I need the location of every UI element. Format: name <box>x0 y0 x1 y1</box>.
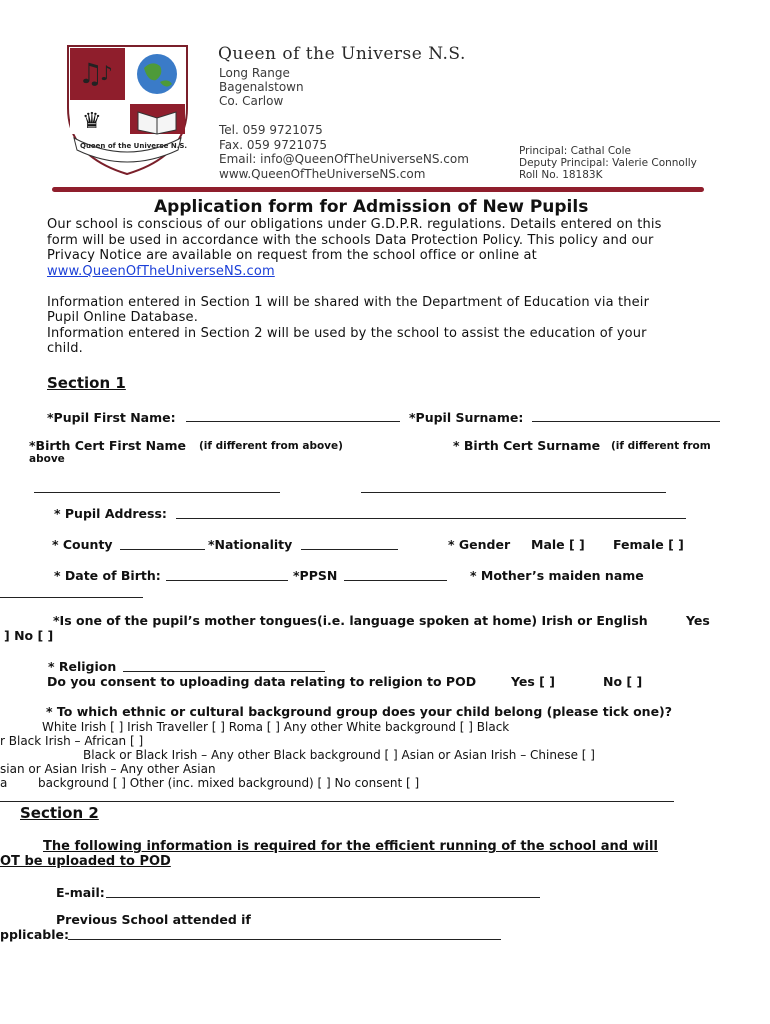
ethnic-options-row-2[interactable]: r Black Irish – African [ ] <box>0 734 144 748</box>
gender-male-checkbox[interactable]: Male [ ] <box>531 537 585 552</box>
school-name: Queen of the Universe N.S. <box>218 44 466 64</box>
intro-line-7: Information entered in Section 2 will be used by the school to assist the education of your <box>47 326 647 341</box>
previous-school-field[interactable] <box>68 939 501 940</box>
fax: Fax. 059 9721075 <box>219 138 328 152</box>
mother-tongue-question: *Is one of the pupil’s mother tongues(i.e. language spoken at home) Irish or English <box>53 613 648 628</box>
principal: Principal: Cathal Cole <box>519 145 631 157</box>
nationality-field[interactable] <box>301 549 398 550</box>
svg-text:♪: ♪ <box>100 61 113 85</box>
intro-line-5: Information entered in Section 1 will be shared with the Department of Education via their <box>47 295 650 310</box>
website: www.QueenOfTheUniverseNS.com <box>219 167 426 181</box>
section-divider <box>0 801 674 802</box>
roll-number: Roll No. 18183K <box>519 169 603 181</box>
religion-consent-no-checkbox[interactable]: No [ ] <box>603 674 643 689</box>
nationality-label: *Nationality <box>208 537 293 552</box>
if-different-note-2: (if different from <box>611 440 711 452</box>
pupil-first-name-field[interactable] <box>186 421 400 422</box>
intro-line-2: form will be used in accordance with the schools Data Protection Policy. This policy and our <box>47 233 654 248</box>
gender-label: * Gender <box>448 537 511 552</box>
birth-cert-first-name-field[interactable] <box>34 492 280 493</box>
telephone: Tel. 059 9721075 <box>219 123 323 137</box>
county-label: * County <box>52 537 113 552</box>
pupil-address-field[interactable] <box>176 518 686 519</box>
ethnic-options-row-5[interactable]: background [ ] Other (inc. mixed background) [ ] No consent [ ] <box>38 776 420 790</box>
above-note: above <box>29 453 65 465</box>
mother-tongue-yes-checkbox[interactable]: Yes <box>686 613 710 628</box>
ethnic-options-row-3[interactable]: Black or Black Irish – Any other Black background [ ] Asian or Asian Irish – Chinese [ ] <box>83 748 595 762</box>
svg-text:♛: ♛ <box>82 109 102 134</box>
section-2-info-line-2: OT be uploaded to POD <box>0 854 171 869</box>
pupil-surname-field[interactable] <box>532 421 720 422</box>
mothers-maiden-name-field[interactable] <box>0 597 143 598</box>
pupil-address-label: * Pupil Address: <box>54 506 167 521</box>
religion-label: * Religion <box>48 659 117 674</box>
pupil-first-name-label: *Pupil First Name: <box>47 410 176 425</box>
ethnic-options-row-1[interactable]: White Irish [ ] Irish Traveller [ ] Roma [ ] Any other White background [ ] Black <box>42 720 510 734</box>
mothers-maiden-name-label: * Mother’s maiden name <box>470 568 644 583</box>
page-title: Application form for Admission of New Pupils <box>154 197 589 217</box>
intro-line-1: Our school is conscious of our obligations under G.D.P.R. regulations. Details entered on this <box>47 217 662 232</box>
if-different-note-1: (if different from above) <box>199 440 343 452</box>
date-of-birth-field[interactable] <box>166 580 288 581</box>
crest-banner-text: Queen of the Universe N.S. <box>80 142 188 150</box>
email-field[interactable] <box>106 897 540 898</box>
email: Email: info@QueenOfTheUniverseNS.com <box>219 152 469 166</box>
previous-school-label-2: pplicable: <box>0 927 70 942</box>
svg-text:♫: ♫ <box>78 57 104 90</box>
section-2-heading: Section 2 <box>20 804 99 822</box>
religion-consent-question: Do you consent to uploading data relating to religion to POD <box>47 674 477 689</box>
birth-cert-first-name-label: *Birth Cert First Name <box>29 438 187 453</box>
intro-line-8: child. <box>47 341 83 356</box>
header-divider <box>52 187 704 192</box>
pupil-surname-label: *Pupil Surname: <box>409 410 524 425</box>
address-line-1: Long Range <box>219 66 290 80</box>
ppsn-field[interactable] <box>344 580 447 581</box>
intro-line-3: Privacy Notice are available on request from the school office or online at <box>47 248 537 263</box>
website-link[interactable]: www.QueenOfTheUniverseNS.com <box>47 264 275 279</box>
address-line-2: Bagenalstown <box>219 80 304 94</box>
section-2-info-line-1: The following information is required for the efficient running of the school and will <box>43 839 658 854</box>
previous-school-label-1: Previous School attended if <box>56 912 251 927</box>
religion-field[interactable] <box>123 671 325 672</box>
gender-female-checkbox[interactable]: Female [ ] <box>613 537 684 552</box>
address-line-3: Co. Carlow <box>219 94 284 108</box>
ppsn-label: *PPSN <box>293 568 338 583</box>
county-field[interactable] <box>120 549 205 550</box>
ethnic-group-question: * To which ethnic or cultural background group does your child belong (please tick one)? <box>46 704 673 719</box>
date-of-birth-label: * Date of Birth: <box>54 568 161 583</box>
school-crest <box>60 38 195 178</box>
email-label: E-mail: <box>56 885 105 900</box>
birth-cert-surname-field[interactable] <box>361 492 666 493</box>
deputy-principal: Deputy Principal: Valerie Connolly <box>519 157 697 169</box>
ethnic-options-row-5-prefix: a <box>0 776 8 790</box>
mother-tongue-no-checkbox[interactable]: ] No [ ] <box>4 628 54 643</box>
birth-cert-surname-label: * Birth Cert Surname <box>453 438 601 453</box>
intro-line-6: Pupil Online Database. <box>47 310 198 325</box>
religion-consent-yes-checkbox[interactable]: Yes [ ] <box>511 674 555 689</box>
ethnic-options-row-4[interactable]: sian or Asian Irish – Any other Asian <box>0 762 216 776</box>
section-1-heading: Section 1 <box>47 374 126 392</box>
